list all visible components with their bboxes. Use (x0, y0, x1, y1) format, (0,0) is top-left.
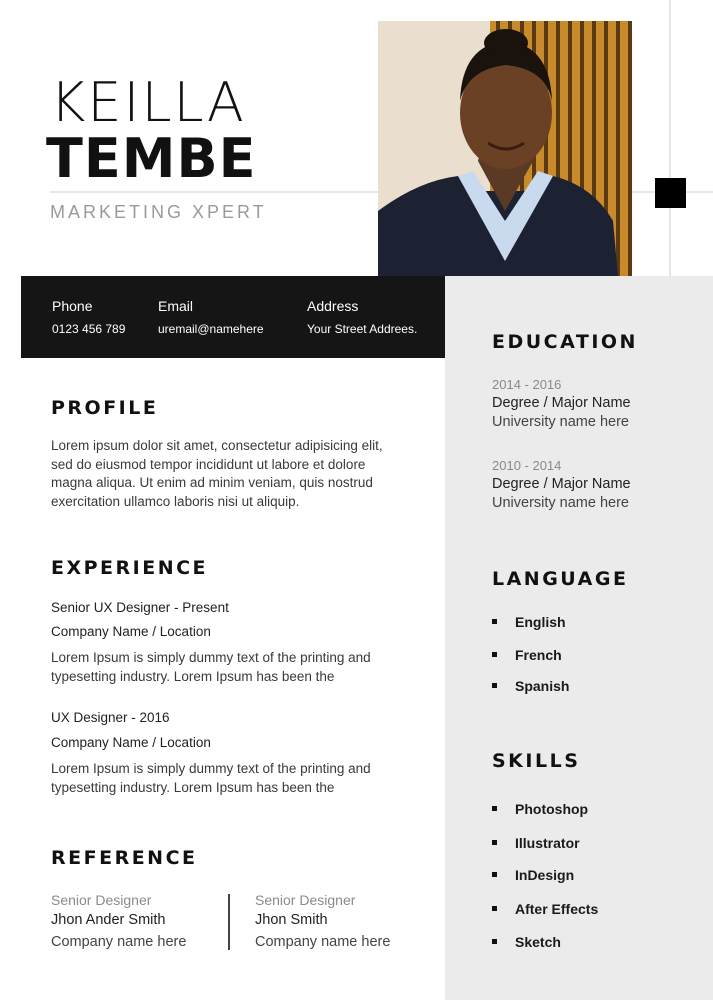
bullet-icon (492, 840, 497, 845)
education-years: 2010 - 2014 (492, 458, 562, 473)
language-label: Spanish (515, 678, 570, 694)
bullet-icon (492, 619, 497, 624)
profile-line: Lorem ipsum dolor sit amet, consectetur adipisicing elit, (51, 438, 383, 453)
bullet-icon (492, 683, 497, 688)
skills-heading: SKILLS (492, 750, 581, 772)
profile-line: exercitation ullamco laboris nisi ut aliquip. (51, 493, 300, 509)
decorative-square (655, 178, 686, 208)
profile-photo (378, 21, 632, 276)
bullet-icon (492, 806, 497, 811)
language-label: English (515, 614, 566, 630)
bullet-icon (492, 652, 497, 657)
bullet-icon (492, 906, 497, 911)
education-degree: Degree / Major Name (492, 476, 631, 492)
header-vertical-line (669, 0, 671, 276)
reference-company: Company name here (51, 934, 187, 950)
job-title: Senior UX Designer - Present (51, 600, 229, 615)
address-value: Your Street Addrees. (307, 322, 418, 336)
reference-name: Jhon Smith (255, 912, 328, 928)
contact-bar (21, 276, 445, 358)
reference-role: Senior Designer (255, 892, 356, 908)
skill-item (492, 801, 588, 817)
job-role: MARKETING XPERT (50, 202, 267, 222)
skill-item (492, 901, 598, 917)
job-description (51, 649, 431, 686)
skill-label: After Effects (515, 901, 599, 917)
education-school: University name here (492, 495, 629, 511)
phone-label: Phone (52, 298, 93, 314)
skill-item (492, 835, 580, 851)
first-name: KEILLA (50, 71, 246, 134)
reference-name: Jhon Ander Smith (51, 912, 166, 928)
skill-label: Photoshop (515, 801, 589, 817)
reference-role: Senior Designer (51, 892, 152, 908)
experience-heading: EXPERIENCE (51, 557, 209, 579)
profile-text (51, 437, 431, 511)
skill-label: Sketch (515, 934, 561, 950)
job-company: Company Name / Location (51, 624, 211, 639)
email-label: Email (158, 298, 194, 314)
job-title: UX Designer - 2016 (51, 710, 170, 725)
language-item (492, 678, 569, 694)
language-item (492, 614, 566, 630)
education-school: University name here (492, 414, 629, 430)
skill-item (492, 867, 574, 883)
reference-divider (228, 894, 230, 950)
education-years: 2014 - 2016 (492, 377, 562, 392)
last-name: TEMBE (46, 127, 257, 190)
job-description-line: Lorem Ipsum is simply dummy text of the printing and (51, 650, 371, 665)
job-description-line: typesetting industry. Lorem Ipsum has been the (51, 779, 335, 795)
address-label: Address (307, 298, 359, 314)
reference-heading: REFERENCE (51, 847, 198, 869)
job-description-line: Lorem Ipsum is simply dummy text of the printing and (51, 761, 371, 776)
phone-value: 0123 456 789 (52, 322, 126, 336)
job-company: Company Name / Location (51, 735, 211, 750)
education-heading: EDUCATION (492, 331, 638, 353)
language-item (492, 647, 562, 663)
profile-line: magna aliqua. Ut enim ad minim veniam, quis nostrud (51, 475, 373, 490)
skill-label: InDesign (515, 867, 575, 883)
education-degree: Degree / Major Name (492, 395, 631, 411)
right-sidebar (445, 276, 713, 1000)
reference-company: Company name here (255, 934, 391, 950)
job-description (51, 760, 431, 797)
job-description-line: typesetting industry. Lorem Ipsum has been the (51, 668, 335, 684)
bullet-icon (492, 939, 497, 944)
email-value: uremail@namehere (158, 322, 264, 336)
profile-line: sed do eiusmod tempor incididunt ut labore et dolore (51, 456, 366, 472)
profile-heading: PROFILE (51, 397, 159, 419)
skill-item (492, 934, 561, 950)
skill-label: Illustrator (515, 835, 580, 851)
language-heading: LANGUAGE (492, 568, 629, 590)
bullet-icon (492, 872, 497, 877)
language-label: French (515, 647, 562, 663)
